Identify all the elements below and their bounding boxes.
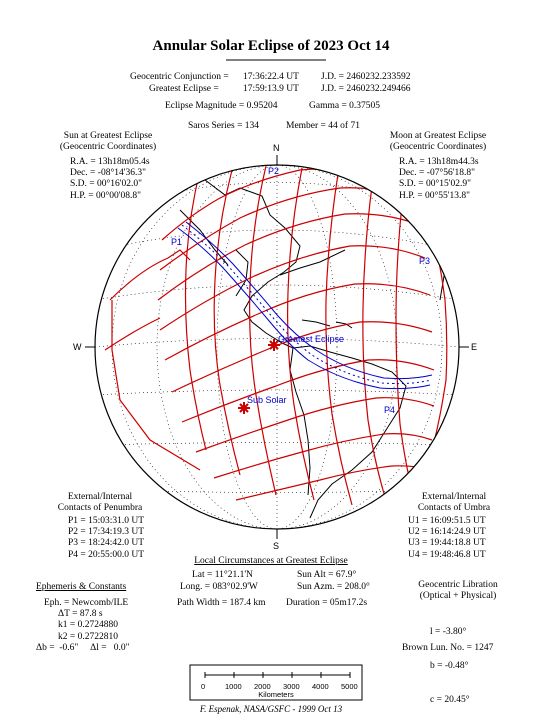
- scale-tick-4000: 4000: [312, 682, 329, 691]
- umbra-subheading: Contacts of Umbra: [417, 503, 491, 513]
- local-lat: Lat = 11°21.1'N: [192, 570, 253, 580]
- ephemeris-delta-b-l: Δb = -0.6" Δl = 0.0": [36, 643, 130, 653]
- penumbra-p4: P4 = 20:55:00.0 UT: [68, 549, 145, 560]
- path-width: Path Width = 187.4 km: [177, 598, 266, 608]
- p3-label: P3: [419, 256, 431, 266]
- sun-subheading: (Geocentric Coordinates): [59, 142, 157, 152]
- p2-label: P2: [268, 166, 280, 176]
- umbra-u4: U4 = 19:48:46.8 UT: [408, 549, 486, 560]
- gamma: Gamma = 0.37505: [309, 101, 381, 111]
- eclipse-magnitude: Eclipse Magnitude = 0.95204: [165, 101, 278, 111]
- greatest-eclipse-label: Greatest Eclipse: [278, 334, 345, 344]
- local-sun-alt: Sun Alt = 67.9°: [297, 570, 357, 580]
- compass-west: W: [73, 342, 82, 352]
- libration-subheading: (Optical + Physical): [419, 591, 497, 601]
- penumbra-heading: External/Internal: [67, 492, 133, 502]
- page-title: Annular Solar Eclipse of 2023 Oct 14: [152, 38, 390, 54]
- libration-heading: Geocentric Libration: [418, 580, 498, 590]
- scale-tick-2000: 2000: [254, 682, 271, 691]
- ephemeris-delta-t: ΔT = 87.8 s: [58, 609, 103, 620]
- local-long: Long. = 083°02.9'W: [180, 582, 258, 592]
- umbra-u3: U3 = 19:44:18.8 UT: [408, 538, 486, 549]
- scale-tick-3000: 3000: [283, 682, 300, 691]
- ephemeris-heading: Ephemeris & Constants: [36, 582, 127, 592]
- brown-lunation: Brown Lun. No. = 1247: [402, 643, 494, 653]
- scale-tick-5000: 5000: [341, 682, 358, 691]
- conjunction-value: 17:36:22.4 UT: [243, 72, 299, 82]
- moon-heading: Moon at Greatest Eclipse: [389, 131, 487, 141]
- umbra-u1: U1 = 16:09:51.5 UT: [408, 516, 486, 526]
- scale-unit: Kilometers: [258, 690, 294, 699]
- saros-member: Member = 44 of 71: [286, 121, 360, 131]
- libration-b: b = -0.48°: [430, 661, 469, 672]
- moon-dec: Dec. = -07°56'18.8": [399, 168, 475, 179]
- local-sun-azm: Sun Azm. = 208.0°: [297, 582, 370, 592]
- ephemeris-k1: k1 = 0.2724880: [58, 620, 118, 631]
- conjunction-label: Geocentric Conjunction =: [130, 72, 229, 82]
- moon-hp: H.P. = 00°55'13.8": [399, 190, 470, 201]
- libration-c: c = 20.45°: [430, 694, 470, 705]
- umbra-u2: U2 = 16:14:24.9 UT: [408, 527, 486, 538]
- credit: F. Espenak, NASA/GSFC - 1999 Oct 13: [199, 704, 343, 714]
- sun-heading: Sun at Greatest Eclipse: [63, 131, 153, 141]
- moon-subheading: (Geocentric Coordinates): [389, 142, 487, 152]
- subsolar-label: Sub Solar: [247, 395, 287, 405]
- libration-l: l = -3.80°: [430, 627, 467, 638]
- compass-north: N: [273, 143, 280, 153]
- scale-tick-0: 0: [201, 682, 206, 691]
- moon-sd: S.D. = 00°15'02.9": [399, 179, 472, 190]
- greatest-eclipse-value: 17:59:13.9 UT: [243, 84, 299, 94]
- scale-tick-1000: 1000: [225, 682, 242, 691]
- sun-hp: H.P. = 00°00'08.8": [70, 190, 141, 201]
- sun-sd: S.D. = 00°16'02.0": [70, 179, 143, 190]
- ephemeris-eph: Eph. = Newcomb/ILE: [44, 598, 129, 608]
- sun-dec: Dec. = -08°14'36.3": [70, 168, 146, 179]
- duration: Duration = 05m17.2s: [286, 598, 368, 608]
- sun-ra: R.A. = 13h18m05.4s: [70, 157, 150, 167]
- local-heading: Local Circumstances at Greatest Eclipse: [194, 556, 348, 566]
- greatest-eclipse-jd: J.D. = 2460232.249466: [321, 84, 411, 94]
- umbra-heading: External/Internal: [421, 492, 487, 502]
- compass-south: S: [273, 541, 280, 551]
- moon-ra: R.A. = 13h18m44.3s: [399, 157, 479, 167]
- greatest-eclipse-label: Greatest Eclipse =: [149, 84, 219, 94]
- p1-label: P1: [171, 237, 183, 247]
- penumbra-p1: P1 = 15:03:31.0 UT: [68, 516, 145, 526]
- saros-series: Saros Series = 134: [188, 121, 260, 131]
- penumbra-p3: P3 = 18:24:42.0 UT: [68, 538, 145, 549]
- compass-east: E: [471, 342, 478, 352]
- conjunction-jd: J.D. = 2460232.233592: [321, 72, 411, 82]
- penumbra-subheading: Contacts of Penumbra: [57, 503, 143, 513]
- ephemeris-k2: k2 = 0.2722810: [58, 631, 118, 642]
- penumbra-p2: P2 = 17:34:19.3 UT: [68, 527, 145, 538]
- p4-label: P4: [384, 405, 396, 415]
